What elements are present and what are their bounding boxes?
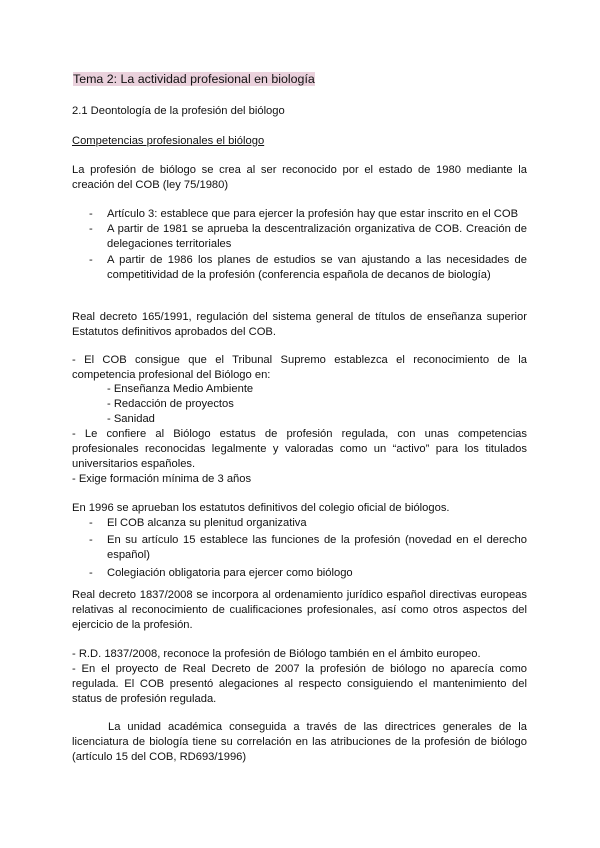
sub-item: - Redacción de proyectos bbox=[107, 398, 234, 410]
rd-2008-europe: - R.D. 1837/2008, reconoce la profesión de Biólogo también en el ámbito europeo. bbox=[72, 648, 481, 660]
list-statutes bbox=[89, 516, 527, 581]
training-paragraph: - Exige formación mínima de 3 años bbox=[72, 473, 252, 485]
section-heading: 2.1 Deontología de la profesión del biólogo bbox=[72, 105, 285, 117]
rd-2007-project: - En el proyecto de Real Decreto de 2007 la profesión de biólogo no aparecía como regulada. El COB presentó alegaciones al respecto consiguiendo el mantenimiento del status de profesión regulada. bbox=[72, 663, 527, 706]
list-item: - Colegiación obligatoria para ejercer como biólogo bbox=[89, 566, 527, 581]
list-item: - En su artículo 15 establece las funciones de la profesión (novedad en el derecho español) bbox=[89, 533, 527, 563]
sub-item: - Enseñanza Medio Ambiente bbox=[107, 383, 254, 395]
sub-item: - Sanidad bbox=[107, 413, 155, 425]
status-paragraph: - Le confiere al Biólogo estatus de profesión regulada, con unas competencias profesionales reconocidas legalmente y valoradas como un “activo” para los titulados universitarios españoles. bbox=[72, 428, 527, 471]
title-text: Tema 2: La actividad profesional en biología bbox=[73, 72, 315, 86]
page-title bbox=[72, 71, 316, 87]
subheading: Competencias profesionales el biólogo bbox=[72, 135, 265, 147]
list-item: - El COB alcanza su plenitud organizativa bbox=[89, 516, 527, 531]
statutes-1996-paragraph: En 1996 se aprueban los estatutos definitivos del colegio oficial de biólogos. bbox=[72, 502, 450, 514]
rd-2008-paragraph: Real decreto 1837/2008 se incorpora al ordenamiento jurídico español directivas europeas relativas al reconocimiento de cualificaciones profesionales, así como otros aspectos del ejercicio de la profesión. bbox=[72, 589, 527, 632]
rd-1991-paragraph: Real decreto 165/1991, regulación del sistema general de títulos de enseñanza superior Estatutos definitivos aprobados del COB. bbox=[72, 311, 527, 339]
list-item: - Artículo 3: establece que para ejercer la profesión hay que estar inscrito en el COB bbox=[89, 207, 527, 222]
cob-recognition-paragraph: - El COB consigue que el Tribunal Supremo establezca el reconocimiento de la competencia profesional del Biólogo en: bbox=[72, 354, 527, 382]
intro-paragraph: La profesión de biólogo se crea al ser reconocido por el estado de 1980 mediante la creación del COB (ley 75/1980) bbox=[72, 164, 527, 192]
list-cob-history bbox=[89, 207, 527, 283]
final-paragraph: La unidad académica conseguida a través de las directrices generales de la licenciatura de biología tiene su correlación en las atribuciones de la profesión de biólogo (artículo 15 del COB, RD693/1996) bbox=[72, 721, 527, 764]
list-item: - A partir de 1986 los planes de estudios se van ajustando a las necesidades de competitividad de la profesión (conferencia española de decanos de biología) bbox=[89, 253, 527, 283]
list-item: - A partir de 1981 se aprueba la descentralización organizativa de COB. Creación de delegaciones territoriales bbox=[89, 222, 527, 252]
